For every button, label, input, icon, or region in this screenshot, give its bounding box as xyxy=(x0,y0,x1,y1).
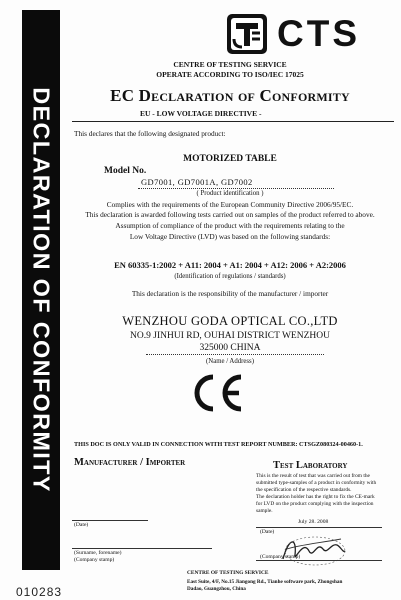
signature-stamp-icon xyxy=(279,531,349,567)
lab-statement-line-5: for LVD on the product complying with the inspection xyxy=(256,501,374,507)
sidebar-title: DECLARATION OF CONFORMITY xyxy=(28,87,55,493)
lab-date-value: July 28. 2008 xyxy=(298,519,329,525)
manufacturer-date-label: (Date) xyxy=(74,522,89,528)
document-title: EC Declaration of Conformity xyxy=(110,86,350,105)
product-id-caption: ( Product identification ) xyxy=(196,190,264,197)
manufacturer-name-label: (Surname, forename) xyxy=(74,550,122,556)
manufacturer-address-line-1: NO.9 JINHUI RD, OUHAI DISTRICT WENZHOU xyxy=(130,331,330,341)
body-line-2: This declaration is awarded following tests carried out on samples of the product referred to above. xyxy=(85,210,375,219)
lab-footer-address-1: East Suite, 4/F, No.15 Jiangong Rd., Tianhe software park, Zhongshan xyxy=(187,579,343,585)
name-address-caption: (Name / Address) xyxy=(206,358,254,365)
standards-list: EN 60335-1:2002 + A11: 2004 + A1: 2004 + A12: 2006 + A2:2006 xyxy=(114,260,346,270)
lab-statement-line-6: sample. xyxy=(256,508,273,514)
service-header xyxy=(60,60,400,80)
lab-statement-line-4: The declaration holder has the right to fix the CE-mark xyxy=(256,494,375,500)
document-subtitle: EU - LOW VOLTAGE DIRECTIVE - xyxy=(140,109,262,118)
product-title: MOTORIZED TABLE xyxy=(183,154,277,164)
body-line-1: Complies with the requirements of the European Community Directive 2006/95/EC. xyxy=(106,200,354,209)
responsibility-statement: This declaration is the responsibility of the manufacturer / importer xyxy=(131,289,329,298)
address-dotted-line xyxy=(146,354,324,355)
declaration-intro: This declares that the following designated product: xyxy=(74,129,226,138)
service-accreditation: OPERATE ACCORDING TO ISO/IEC 17025 xyxy=(156,70,304,79)
lab-statement xyxy=(256,473,376,515)
product-dotted-line xyxy=(138,188,334,189)
manufacturer-date-line xyxy=(72,520,148,521)
manufacturer-address-line-2: 325000 CHINA xyxy=(199,343,261,353)
model-label: Model No. xyxy=(104,166,147,176)
lab-statement-line-1: This is the result of test that was carried out from the xyxy=(256,473,370,479)
validity-notice: THIS DOC IS ONLY VALID IN CONNECTION WITH TEST REPORT NUMBER: CTSGZ080324-00460-1. xyxy=(74,441,363,448)
lab-stamp-line xyxy=(256,560,382,561)
title-divider xyxy=(72,121,394,122)
standards-caption: (Identification of regulations / standards) xyxy=(174,273,286,280)
model-value: GD7001, GD7001A, GD7002 xyxy=(141,177,253,187)
lab-statement-line-2: submitted type-samples of a product in conformity with xyxy=(256,480,377,486)
lab-footer-title: CENTRE OF TESTING SERVICE xyxy=(187,570,269,576)
lab-date-line xyxy=(256,527,382,528)
manufacturer-heading: Manufacturer / Importer xyxy=(74,457,186,468)
lab-footer-address-2: Dadao, Guangzhou, China xyxy=(187,586,246,592)
body-line-3: Assumption of compliance of the product with the requirements relating to the xyxy=(115,221,345,230)
serial-number: 010283 xyxy=(16,585,63,599)
manufacturer-address xyxy=(60,330,400,354)
service-name: CENTRE OF TESTING SERVICE xyxy=(173,60,287,69)
manufacturer-name: WENZHOU GODA OPTICAL CO.,LTD xyxy=(122,314,338,328)
manufacturer-stamp-label: (Company stamp) xyxy=(74,557,115,563)
body-line-4: Low Voltage Directive (LVD) was based on the following standards: xyxy=(129,232,331,241)
lab-heading: Test Laboratory xyxy=(273,460,348,471)
lab-date-label: (Date) xyxy=(260,529,275,535)
ce-mark-icon xyxy=(191,372,245,414)
cts-emblem-icon xyxy=(226,13,268,55)
manufacturer-signature-line xyxy=(72,548,212,549)
lab-statement-line-3: the specification of the respective standards. xyxy=(256,487,352,493)
cts-logo xyxy=(226,13,386,55)
logo-wordmark: CTS xyxy=(277,13,360,54)
lab-stamp-label: (Company stamp) xyxy=(260,554,301,560)
